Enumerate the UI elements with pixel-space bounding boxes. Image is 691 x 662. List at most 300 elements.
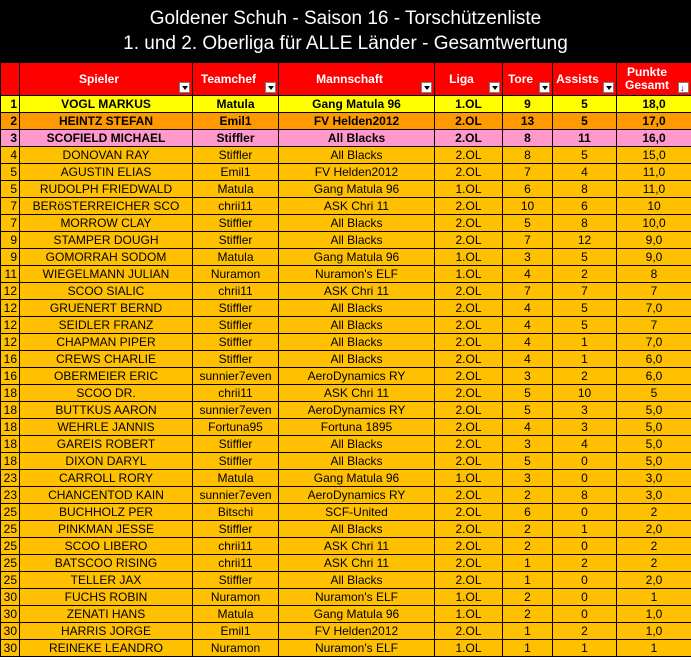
- cell-rank[interactable]: 4: [1, 147, 20, 164]
- cell-tore[interactable]: 3: [503, 368, 553, 385]
- cell-tore[interactable]: 4: [503, 317, 553, 334]
- cell-liga[interactable]: 2.OL: [435, 334, 503, 351]
- filter-dropdown-icon[interactable]: [265, 82, 276, 93]
- cell-tore[interactable]: 4: [503, 334, 553, 351]
- cell-tore[interactable]: 13: [503, 113, 553, 130]
- cell-punkte[interactable]: 17,0: [617, 113, 691, 130]
- cell-punkte[interactable]: 1: [617, 589, 691, 606]
- cell-spieler[interactable]: CARROLL RORY: [20, 470, 193, 487]
- cell-liga[interactable]: 2.OL: [435, 351, 503, 368]
- cell-mannschaft[interactable]: All Blacks: [279, 147, 435, 164]
- cell-rank[interactable]: 12: [1, 317, 20, 334]
- cell-liga[interactable]: 1.OL: [435, 96, 503, 113]
- cell-rank[interactable]: 30: [1, 606, 20, 623]
- cell-rank[interactable]: 12: [1, 334, 20, 351]
- cell-assists[interactable]: 1: [553, 351, 617, 368]
- header-assists-label: Assists: [556, 72, 599, 86]
- cell-tore[interactable]: 4: [503, 419, 553, 436]
- title-line-1: Goldener Schuh - Saison 16 - Torschützenliste: [149, 8, 542, 29]
- cell-spieler[interactable]: SCOO SIALIC: [20, 283, 193, 300]
- cell-mannschaft[interactable]: All Blacks: [279, 130, 435, 147]
- cell-punkte[interactable]: 18,0: [617, 96, 691, 113]
- cell-tore[interactable]: 7: [503, 283, 553, 300]
- cell-mannschaft[interactable]: ASK Chri 11: [279, 283, 435, 300]
- cell-mannschaft[interactable]: Fortuna 1895: [279, 419, 435, 436]
- cell-teamchef[interactable]: Stiffler: [193, 521, 279, 538]
- cell-teamchef[interactable]: sunnier7even: [193, 487, 279, 504]
- cell-teamchef[interactable]: chrii11: [193, 555, 279, 572]
- cell-liga[interactable]: 1.OL: [435, 181, 503, 198]
- cell-tore[interactable]: 1: [503, 640, 553, 657]
- table-row: [1, 232, 691, 249]
- cell-rank[interactable]: 25: [1, 538, 20, 555]
- table-row: [1, 198, 691, 215]
- cell-rank[interactable]: 9: [1, 232, 20, 249]
- cell-spieler[interactable]: BATSCOO RISING: [20, 555, 193, 572]
- cell-mannschaft[interactable]: AeroDynamics RY: [279, 402, 435, 419]
- cell-teamchef[interactable]: Stiffler: [193, 300, 279, 317]
- filter-dropdown-icon[interactable]: [603, 82, 614, 93]
- cell-spieler[interactable]: STAMPER DOUGH: [20, 232, 193, 249]
- cell-teamchef[interactable]: Stiffler: [193, 215, 279, 232]
- cell-rank[interactable]: 7: [1, 215, 20, 232]
- cell-rank[interactable]: 7: [1, 198, 20, 215]
- sort-descending-icon[interactable]: [678, 82, 689, 93]
- cell-teamchef[interactable]: Stiffler: [193, 317, 279, 334]
- table-row: [1, 402, 691, 419]
- cell-rank[interactable]: 23: [1, 470, 20, 487]
- cell-rank[interactable]: 5: [1, 164, 20, 181]
- cell-rank[interactable]: 23: [1, 487, 20, 504]
- cell-teamchef[interactable]: Stiffler: [193, 436, 279, 453]
- cell-mannschaft[interactable]: Gang Matula 96: [279, 606, 435, 623]
- cell-teamchef[interactable]: Stiffler: [193, 130, 279, 147]
- cell-tore[interactable]: 2: [503, 538, 553, 555]
- cell-liga[interactable]: 1.OL: [435, 640, 503, 657]
- cell-punkte[interactable]: 7: [617, 317, 691, 334]
- cell-rank[interactable]: 30: [1, 589, 20, 606]
- cell-punkte[interactable]: 1,0: [617, 606, 691, 623]
- cell-liga[interactable]: 1.OL: [435, 266, 503, 283]
- table-row: [1, 623, 691, 640]
- cell-punkte[interactable]: 2,0: [617, 572, 691, 589]
- cell-tore[interactable]: 2: [503, 606, 553, 623]
- cell-assists[interactable]: 1: [553, 334, 617, 351]
- cell-spieler[interactable]: PINKMAN JESSE: [20, 521, 193, 538]
- cell-liga[interactable]: 2.OL: [435, 198, 503, 215]
- cell-assists[interactable]: 0: [553, 606, 617, 623]
- cell-mannschaft[interactable]: ASK Chri 11: [279, 385, 435, 402]
- cell-teamchef[interactable]: Stiffler: [193, 147, 279, 164]
- cell-liga[interactable]: 2.OL: [435, 436, 503, 453]
- cell-punkte[interactable]: 5,0: [617, 402, 691, 419]
- cell-liga[interactable]: 2.OL: [435, 572, 503, 589]
- cell-mannschaft[interactable]: All Blacks: [279, 351, 435, 368]
- cell-spieler[interactable]: TELLER JAX: [20, 572, 193, 589]
- cell-liga[interactable]: 2.OL: [435, 164, 503, 181]
- cell-punkte[interactable]: 3,0: [617, 487, 691, 504]
- cell-rank[interactable]: 25: [1, 555, 20, 572]
- cell-tore[interactable]: 7: [503, 232, 553, 249]
- cell-mannschaft[interactable]: Nuramon's ELF: [279, 266, 435, 283]
- cell-punkte[interactable]: 8: [617, 266, 691, 283]
- cell-teamchef[interactable]: Matula: [193, 96, 279, 113]
- cell-assists[interactable]: 2: [553, 368, 617, 385]
- cell-spieler[interactable]: VOGL MARKUS: [20, 96, 193, 113]
- cell-spieler[interactable]: CHANCENTOD KAIN: [20, 487, 193, 504]
- cell-punkte[interactable]: 7,0: [617, 300, 691, 317]
- cell-spieler[interactable]: WEHRLE JANNIS: [20, 419, 193, 436]
- cell-assists[interactable]: 0: [553, 504, 617, 521]
- cell-assists[interactable]: 6: [553, 198, 617, 215]
- cell-rank[interactable]: 11: [1, 266, 20, 283]
- cell-rank[interactable]: 18: [1, 436, 20, 453]
- cell-punkte[interactable]: 3,0: [617, 470, 691, 487]
- cell-spieler[interactable]: FUCHS ROBIN: [20, 589, 193, 606]
- cell-tore[interactable]: 1: [503, 572, 553, 589]
- table-row: [1, 147, 691, 164]
- cell-tore[interactable]: 1: [503, 555, 553, 572]
- cell-punkte[interactable]: 16,0: [617, 130, 691, 147]
- header-punkte: [617, 63, 691, 96]
- cell-assists[interactable]: 5: [553, 300, 617, 317]
- cell-punkte[interactable]: 9,0: [617, 232, 691, 249]
- cell-liga[interactable]: 2.OL: [435, 385, 503, 402]
- cell-liga[interactable]: 2.OL: [435, 232, 503, 249]
- cell-rank[interactable]: 3: [1, 130, 20, 147]
- cell-rank[interactable]: 5: [1, 181, 20, 198]
- cell-punkte[interactable]: 2,0: [617, 521, 691, 538]
- cell-teamchef[interactable]: Fortuna95: [193, 419, 279, 436]
- cell-teamchef[interactable]: Emil1: [193, 623, 279, 640]
- cell-tore[interactable]: 6: [503, 504, 553, 521]
- cell-spieler[interactable]: CHAPMAN PIPER: [20, 334, 193, 351]
- cell-teamchef[interactable]: sunnier7even: [193, 368, 279, 385]
- header-punkte-line1: Punkte: [626, 65, 667, 79]
- cell-liga[interactable]: 1.OL: [435, 606, 503, 623]
- table-row: [1, 504, 691, 521]
- cell-spieler[interactable]: MORROW CLAY: [20, 215, 193, 232]
- cell-punkte[interactable]: 1,0: [617, 623, 691, 640]
- cell-assists[interactable]: 1: [553, 640, 617, 657]
- cell-liga[interactable]: 2.OL: [435, 147, 503, 164]
- cell-mannschaft[interactable]: All Blacks: [279, 300, 435, 317]
- cell-tore[interactable]: 3: [503, 470, 553, 487]
- cell-tore[interactable]: 3: [503, 436, 553, 453]
- header-spieler-label: Spieler: [78, 72, 120, 86]
- cell-assists[interactable]: 0: [553, 470, 617, 487]
- table-row: [1, 164, 691, 181]
- cell-rank[interactable]: 16: [1, 368, 20, 385]
- table-row: [1, 96, 691, 113]
- cell-teamchef[interactable]: Bitschi: [193, 504, 279, 521]
- table-row: [1, 317, 691, 334]
- cell-rank[interactable]: 9: [1, 249, 20, 266]
- title-line-2: 1. und 2. Oberliga für ALLE Länder - Gesamtwertung: [123, 33, 568, 54]
- cell-teamchef[interactable]: Emil1: [193, 113, 279, 130]
- cell-teamchef[interactable]: Stiffler: [193, 351, 279, 368]
- cell-spieler[interactable]: AGUSTIN ELIAS: [20, 164, 193, 181]
- cell-punkte[interactable]: 10,0: [617, 215, 691, 232]
- table-row: [1, 266, 691, 283]
- cell-liga[interactable]: 2.OL: [435, 419, 503, 436]
- cell-teamchef[interactable]: Matula: [193, 249, 279, 266]
- cell-spieler[interactable]: SEIDLER FRANZ: [20, 317, 193, 334]
- cell-assists[interactable]: 0: [553, 589, 617, 606]
- cell-mannschaft[interactable]: All Blacks: [279, 572, 435, 589]
- table-row: [1, 130, 691, 147]
- cell-spieler[interactable]: CREWS CHARLIE: [20, 351, 193, 368]
- cell-mannschaft[interactable]: Gang Matula 96: [279, 96, 435, 113]
- cell-punkte[interactable]: 7: [617, 283, 691, 300]
- table-row: [1, 640, 691, 657]
- cell-punkte[interactable]: 2: [617, 538, 691, 555]
- cell-punkte[interactable]: 1: [617, 640, 691, 657]
- cell-teamchef[interactable]: Stiffler: [193, 334, 279, 351]
- cell-mannschaft[interactable]: AeroDynamics RY: [279, 368, 435, 385]
- cell-spieler[interactable]: GRUENERT BERND: [20, 300, 193, 317]
- cell-tore[interactable]: 7: [503, 164, 553, 181]
- filter-dropdown-icon[interactable]: [489, 82, 500, 93]
- cell-assists[interactable]: 8: [553, 487, 617, 504]
- cell-spieler[interactable]: REINEKE LEANDRO: [20, 640, 193, 657]
- cell-teamchef[interactable]: chrii11: [193, 283, 279, 300]
- cell-mannschaft[interactable]: Nuramon's ELF: [279, 640, 435, 657]
- cell-tore[interactable]: 2: [503, 487, 553, 504]
- cell-mannschaft[interactable]: Gang Matula 96: [279, 181, 435, 198]
- cell-punkte[interactable]: 5,0: [617, 453, 691, 470]
- cell-tore[interactable]: 5: [503, 453, 553, 470]
- cell-punkte[interactable]: 10: [617, 198, 691, 215]
- cell-teamchef[interactable]: Emil1: [193, 164, 279, 181]
- cell-liga[interactable]: 2.OL: [435, 300, 503, 317]
- cell-liga[interactable]: 2.OL: [435, 504, 503, 521]
- filter-dropdown-icon[interactable]: [421, 82, 432, 93]
- cell-tore[interactable]: 8: [503, 130, 553, 147]
- cell-spieler[interactable]: ZENATI HANS: [20, 606, 193, 623]
- cell-assists[interactable]: 4: [553, 436, 617, 453]
- cell-punkte[interactable]: 7,0: [617, 334, 691, 351]
- cell-tore[interactable]: 9: [503, 96, 553, 113]
- cell-rank[interactable]: 25: [1, 572, 20, 589]
- cell-punkte[interactable]: 5: [617, 385, 691, 402]
- header-mannschaft: [279, 63, 435, 96]
- header-teamchef: [193, 63, 279, 96]
- cell-tore[interactable]: 5: [503, 402, 553, 419]
- cell-mannschaft[interactable]: Gang Matula 96: [279, 470, 435, 487]
- cell-teamchef[interactable]: Stiffler: [193, 453, 279, 470]
- header-mannschaft-label: Mannschaft: [316, 72, 383, 86]
- cell-spieler[interactable]: RUDOLPH FRIEDWALD: [20, 181, 193, 198]
- table-row: [1, 181, 691, 198]
- cell-mannschaft[interactable]: FV Helden2012: [279, 623, 435, 640]
- cell-assists[interactable]: 5: [553, 113, 617, 130]
- cell-assists[interactable]: 0: [553, 572, 617, 589]
- cell-tore[interactable]: 4: [503, 266, 553, 283]
- cell-mannschaft[interactable]: FV Helden2012: [279, 113, 435, 130]
- cell-liga[interactable]: 2.OL: [435, 623, 503, 640]
- cell-rank[interactable]: 30: [1, 640, 20, 657]
- cell-rank[interactable]: 18: [1, 419, 20, 436]
- cell-assists[interactable]: 4: [553, 164, 617, 181]
- cell-assists[interactable]: 8: [553, 215, 617, 232]
- cell-assists[interactable]: 7: [553, 283, 617, 300]
- cell-spieler[interactable]: HEINTZ STEFAN: [20, 113, 193, 130]
- cell-mannschaft[interactable]: All Blacks: [279, 521, 435, 538]
- cell-teamchef[interactable]: sunnier7even: [193, 402, 279, 419]
- cell-mannschaft[interactable]: All Blacks: [279, 334, 435, 351]
- cell-spieler[interactable]: BUCHHOLZ PER: [20, 504, 193, 521]
- cell-tore[interactable]: 10: [503, 198, 553, 215]
- header-spieler: [20, 63, 193, 96]
- cell-tore[interactable]: 5: [503, 385, 553, 402]
- cell-punkte[interactable]: 11,0: [617, 181, 691, 198]
- cell-rank[interactable]: 1: [1, 96, 20, 113]
- cell-tore[interactable]: 5: [503, 215, 553, 232]
- cell-liga[interactable]: 2.OL: [435, 113, 503, 130]
- cell-spieler[interactable]: HARRIS JORGE: [20, 623, 193, 640]
- title-banner: [0, 0, 691, 62]
- cell-spieler[interactable]: DIXON DARYL: [20, 453, 193, 470]
- cell-assists[interactable]: 2: [553, 623, 617, 640]
- cell-teamchef[interactable]: chrii11: [193, 538, 279, 555]
- cell-teamchef[interactable]: Matula: [193, 181, 279, 198]
- cell-mannschaft[interactable]: All Blacks: [279, 232, 435, 249]
- cell-mannschaft[interactable]: All Blacks: [279, 436, 435, 453]
- cell-liga[interactable]: 2.OL: [435, 538, 503, 555]
- filter-dropdown-icon[interactable]: [179, 82, 190, 93]
- cell-punkte[interactable]: 6,0: [617, 368, 691, 385]
- cell-assists[interactable]: 8: [553, 181, 617, 198]
- cell-punkte[interactable]: 5,0: [617, 419, 691, 436]
- cell-rank[interactable]: 25: [1, 504, 20, 521]
- cell-spieler[interactable]: BUTTKUS AARON: [20, 402, 193, 419]
- cell-assists[interactable]: 5: [553, 317, 617, 334]
- cell-assists[interactable]: 12: [553, 232, 617, 249]
- cell-assists[interactable]: 0: [553, 538, 617, 555]
- table-row: [1, 555, 691, 572]
- cell-assists[interactable]: 3: [553, 419, 617, 436]
- cell-tore[interactable]: 3: [503, 249, 553, 266]
- cell-assists[interactable]: 1: [553, 521, 617, 538]
- cell-teamchef[interactable]: Stiffler: [193, 232, 279, 249]
- cell-mannschaft[interactable]: FV Helden2012: [279, 164, 435, 181]
- cell-assists[interactable]: 5: [553, 96, 617, 113]
- cell-rank[interactable]: 12: [1, 283, 20, 300]
- cell-assists[interactable]: 0: [553, 453, 617, 470]
- cell-mannschaft[interactable]: All Blacks: [279, 317, 435, 334]
- cell-liga[interactable]: 2.OL: [435, 215, 503, 232]
- cell-spieler[interactable]: GAREIS ROBERT: [20, 436, 193, 453]
- cell-spieler[interactable]: GOMORRAH SODOM: [20, 249, 193, 266]
- cell-liga[interactable]: 2.OL: [435, 368, 503, 385]
- table-row: [1, 113, 691, 130]
- cell-tore[interactable]: 1: [503, 623, 553, 640]
- cell-tore[interactable]: 2: [503, 521, 553, 538]
- cell-punkte[interactable]: 9,0: [617, 249, 691, 266]
- cell-teamchef[interactable]: chrii11: [193, 198, 279, 215]
- cell-rank[interactable]: 16: [1, 351, 20, 368]
- table-row: [1, 334, 691, 351]
- cell-rank[interactable]: 30: [1, 623, 20, 640]
- cell-spieler[interactable]: OBERMEIER ERIC: [20, 368, 193, 385]
- cell-mannschaft[interactable]: ASK Chri 11: [279, 555, 435, 572]
- cell-rank[interactable]: 25: [1, 521, 20, 538]
- cell-spieler[interactable]: SCOO DR.: [20, 385, 193, 402]
- cell-liga[interactable]: 2.OL: [435, 487, 503, 504]
- cell-mannschaft[interactable]: AeroDynamics RY: [279, 487, 435, 504]
- cell-punkte[interactable]: 15,0: [617, 147, 691, 164]
- cell-liga[interactable]: 2.OL: [435, 521, 503, 538]
- cell-teamchef[interactable]: Nuramon: [193, 266, 279, 283]
- cell-tore[interactable]: 4: [503, 351, 553, 368]
- cell-mannschaft[interactable]: Gang Matula 96: [279, 249, 435, 266]
- cell-spieler[interactable]: WIEGELMANN JULIAN: [20, 266, 193, 283]
- cell-teamchef[interactable]: Stiffler: [193, 572, 279, 589]
- cell-liga[interactable]: 2.OL: [435, 453, 503, 470]
- cell-punkte[interactable]: 2: [617, 555, 691, 572]
- cell-punkte[interactable]: 2: [617, 504, 691, 521]
- cell-assists[interactable]: 3: [553, 402, 617, 419]
- cell-punkte[interactable]: 5,0: [617, 436, 691, 453]
- cell-teamchef[interactable]: chrii11: [193, 385, 279, 402]
- cell-spieler[interactable]: SCOO LIBERO: [20, 538, 193, 555]
- header-punkte-label: [625, 66, 669, 92]
- cell-punkte[interactable]: 6,0: [617, 351, 691, 368]
- cell-teamchef[interactable]: Nuramon: [193, 589, 279, 606]
- cell-assists[interactable]: 5: [553, 147, 617, 164]
- cell-mannschaft[interactable]: SCF-United: [279, 504, 435, 521]
- cell-teamchef[interactable]: Nuramon: [193, 640, 279, 657]
- cell-mannschaft[interactable]: All Blacks: [279, 453, 435, 470]
- cell-rank[interactable]: 18: [1, 385, 20, 402]
- cell-liga[interactable]: 1.OL: [435, 589, 503, 606]
- cell-assists[interactable]: 2: [553, 555, 617, 572]
- cell-teamchef[interactable]: Matula: [193, 606, 279, 623]
- cell-assists[interactable]: 5: [553, 249, 617, 266]
- cell-rank[interactable]: 18: [1, 453, 20, 470]
- cell-spieler[interactable]: BERöSTERREICHER SCO: [20, 198, 193, 215]
- cell-assists[interactable]: 11: [553, 130, 617, 147]
- cell-liga[interactable]: 2.OL: [435, 317, 503, 334]
- cell-teamchef[interactable]: Matula: [193, 470, 279, 487]
- cell-rank[interactable]: 18: [1, 402, 20, 419]
- cell-assists[interactable]: 2: [553, 266, 617, 283]
- cell-tore[interactable]: 2: [503, 589, 553, 606]
- cell-rank[interactable]: 12: [1, 300, 20, 317]
- cell-liga[interactable]: 1.OL: [435, 249, 503, 266]
- cell-assists[interactable]: 10: [553, 385, 617, 402]
- cell-rank[interactable]: 2: [1, 113, 20, 130]
- cell-spieler[interactable]: DONOVAN RAY: [20, 147, 193, 164]
- cell-mannschaft[interactable]: ASK Chri 11: [279, 538, 435, 555]
- cell-punkte[interactable]: 11,0: [617, 164, 691, 181]
- cell-spieler[interactable]: SCOFIELD MICHAEL: [20, 130, 193, 147]
- cell-liga[interactable]: 2.OL: [435, 130, 503, 147]
- filter-dropdown-icon[interactable]: [539, 82, 550, 93]
- cell-tore[interactable]: 6: [503, 181, 553, 198]
- cell-mannschaft[interactable]: All Blacks: [279, 215, 435, 232]
- cell-liga[interactable]: 1.OL: [435, 470, 503, 487]
- cell-tore[interactable]: 4: [503, 300, 553, 317]
- cell-tore[interactable]: 8: [503, 147, 553, 164]
- cell-liga[interactable]: 2.OL: [435, 402, 503, 419]
- cell-mannschaft[interactable]: ASK Chri 11: [279, 198, 435, 215]
- cell-mannschaft[interactable]: Nuramon's ELF: [279, 589, 435, 606]
- cell-liga[interactable]: 2.OL: [435, 555, 503, 572]
- cell-liga[interactable]: 2.OL: [435, 283, 503, 300]
- table-row: [1, 419, 691, 436]
